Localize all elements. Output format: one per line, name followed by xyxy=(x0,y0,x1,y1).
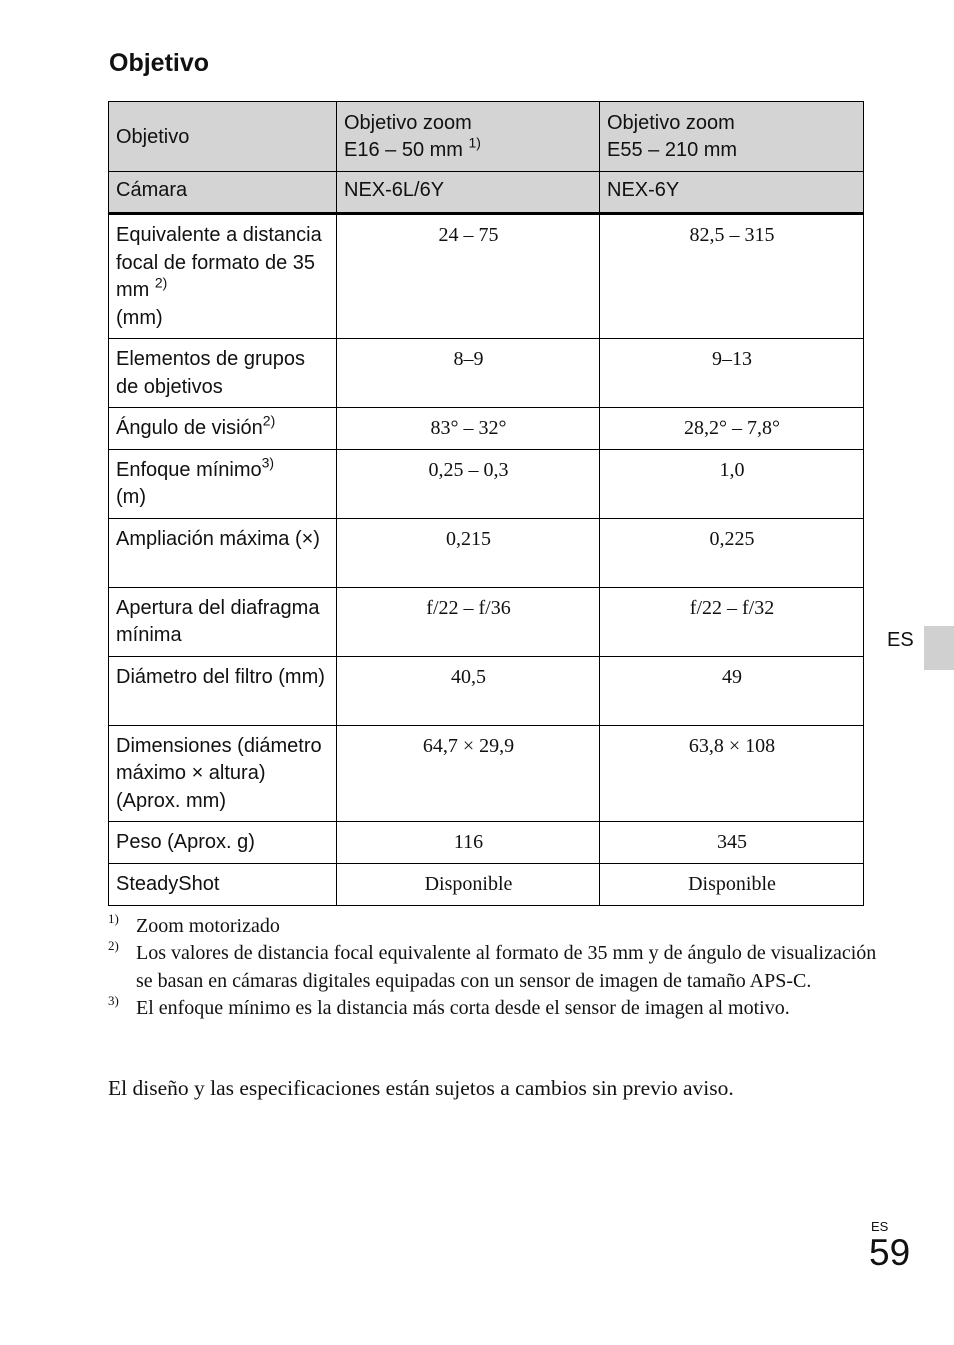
table-row xyxy=(109,339,864,408)
footnote-ref: 1) xyxy=(468,134,481,151)
row-value-lens-2: 28,2° – 7,8° xyxy=(600,408,864,450)
row-value-lens-1: 8–9 xyxy=(337,339,600,408)
row-label: Ampliación máxima (×) xyxy=(109,518,337,587)
row-value-lens-1: 0,215 xyxy=(337,518,600,587)
language-tab-label: ES xyxy=(887,629,914,651)
row-value-lens-1: 116 xyxy=(337,822,600,864)
row-value-lens-1: Disponible xyxy=(337,864,600,906)
table-row xyxy=(109,656,864,725)
row-value-lens-2: f/22 – f/32 xyxy=(600,587,864,656)
row-label: Diámetro del filtro (mm) xyxy=(109,656,337,725)
footnote-text: El enfoque mínimo es la distancia más corta desde el sensor de imagen al motivo. xyxy=(136,996,790,1019)
row-label-unit: (mm) xyxy=(116,306,163,329)
footnote-text: Zoom motorizado xyxy=(136,915,280,937)
row-value-lens-1: f/22 – f/36 xyxy=(337,587,600,656)
footnote xyxy=(108,940,888,995)
page-number: 59 xyxy=(869,1232,911,1273)
header-lens-2-cell xyxy=(600,102,864,172)
lens-1-type: Objetivo zoom xyxy=(344,112,472,134)
row-value-lens-1: 0,25 – 0,3 xyxy=(337,449,600,518)
language-tab-marker xyxy=(924,626,954,670)
row-value-lens-2: 63,8 × 108 xyxy=(600,725,864,822)
footnote-ref: 2) xyxy=(262,412,276,429)
header-label-cell xyxy=(109,102,337,172)
footnote xyxy=(108,992,888,1022)
footnote-mark: 1) xyxy=(108,911,119,926)
header-label: Objetivo xyxy=(116,126,190,148)
footnotes xyxy=(108,913,888,1022)
row-value-lens-1: 40,5 xyxy=(337,656,600,725)
camera-lens-2: NEX-6Y xyxy=(600,172,864,214)
footnote-ref: 2) xyxy=(154,274,168,291)
row-value-lens-2: 9–13 xyxy=(600,339,864,408)
table-header-row xyxy=(109,102,864,172)
footnote-mark: 3) xyxy=(108,992,119,1008)
table-row xyxy=(109,408,864,450)
footnote-text: Los valores de distancia focal equivalente al formato de 35 mm y de ángulo de visualización se basan en cámaras digitales equipadas con un sensor de imagen de tamaño APS-C. xyxy=(136,942,877,992)
row-label xyxy=(109,408,337,450)
row-label: Dimensiones (diámetro máximo × altura) (Aprox. mm) xyxy=(109,725,337,822)
table-row xyxy=(109,822,864,864)
footnote-ref: 3) xyxy=(261,454,275,471)
lens-1-model xyxy=(344,134,593,164)
footnote xyxy=(108,913,888,940)
table-row xyxy=(109,214,864,339)
table-row xyxy=(109,725,864,822)
camera-lens-1: NEX-6L/6Y xyxy=(337,172,600,214)
row-label-text: Enfoque mínimo xyxy=(116,458,262,481)
table-row xyxy=(109,587,864,656)
lens-2-type: Objetivo zoom xyxy=(607,112,735,134)
row-value-lens-2: 49 xyxy=(600,656,864,725)
row-label xyxy=(109,449,337,518)
row-value-lens-1: 24 – 75 xyxy=(337,214,600,339)
table-row xyxy=(109,449,864,518)
table-camera-row xyxy=(109,172,864,214)
row-label-text: Equivalente a distancia focal de formato de 35 mm xyxy=(116,224,322,301)
row-label xyxy=(109,214,337,339)
row-label: SteadyShot xyxy=(109,864,337,906)
lens-2-model: E55 – 210 mm xyxy=(607,139,738,161)
table-row xyxy=(109,864,864,906)
row-value-lens-1: 64,7 × 29,9 xyxy=(337,725,600,822)
row-value-lens-2: Disponible xyxy=(600,864,864,906)
section-heading: Objetivo xyxy=(109,49,210,77)
row-value-lens-2: 82,5 – 315 xyxy=(600,214,864,339)
header-lens-1-cell xyxy=(337,102,600,172)
camera-label: Cámara xyxy=(109,172,337,214)
lens-spec-table xyxy=(108,101,864,906)
page-language: ES xyxy=(871,1219,889,1234)
disclaimer-text: El diseño y las especificaciones están sujetos a cambios sin previo aviso. xyxy=(108,1076,734,1100)
row-label: Apertura del diafragma mínima xyxy=(109,587,337,656)
row-value-lens-2: 1,0 xyxy=(600,449,864,518)
lens-1-model-text: E16 – 50 mm xyxy=(344,139,469,161)
row-label: Elementos de grupos de objetivos xyxy=(109,339,337,408)
table-row xyxy=(109,518,864,587)
row-value-lens-1: 83° – 32° xyxy=(337,408,600,450)
row-label-text: Ángulo de visión xyxy=(116,417,263,439)
row-label-unit: (m) xyxy=(116,486,146,508)
row-value-lens-2: 345 xyxy=(600,822,864,864)
row-value-lens-2: 0,225 xyxy=(600,518,864,587)
row-label: Peso (Aprox. g) xyxy=(109,822,337,864)
footnote-mark: 2) xyxy=(108,938,119,954)
